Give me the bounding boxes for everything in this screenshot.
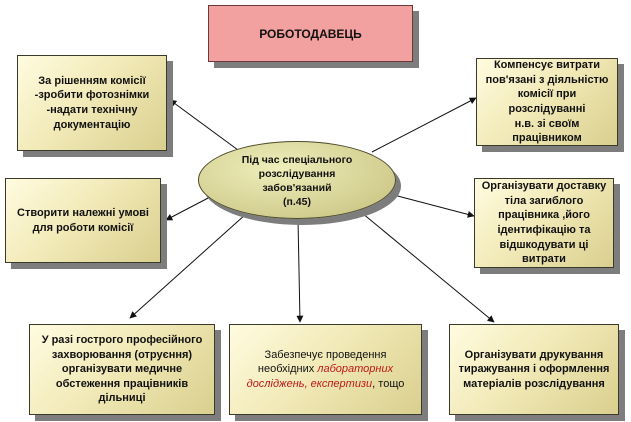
box-line: У разі гострого професійного [41, 334, 203, 347]
box-line: працівника ,його [498, 209, 590, 222]
box-line: ідентифікацію та [497, 224, 591, 236]
box-text-emphasis: , експертизи [304, 377, 373, 390]
box-text: , тощо [372, 377, 405, 390]
box-photo-documentation [17, 55, 167, 151]
box-line: захворювання (отруєння) [51, 348, 193, 361]
box-line: н.в. зі своїм працівником [512, 117, 582, 145]
box-laboratory-research [229, 324, 422, 415]
box-line: Організувати доставку [481, 180, 607, 193]
box-line: матеріалів розслідування [463, 377, 605, 390]
box-line: для роботи комісії [32, 221, 134, 234]
box-line: організувати медичне [61, 363, 183, 376]
box-line: Створити належні умові [17, 206, 149, 219]
ellipse-line: (п.45) [283, 195, 311, 208]
box-line: комісії при розслідуванні [508, 88, 586, 115]
arrow-to-top-left [170, 100, 238, 150]
box-line: -зробити фотознімки [34, 89, 150, 102]
box-line: -надати технічну [46, 104, 138, 116]
ellipse-line: забов'язаний [262, 181, 332, 194]
employer-title [208, 5, 413, 62]
box-compensate-expenses [476, 58, 618, 146]
box-body-delivery [474, 178, 614, 268]
box-line: обстеження працівників [55, 377, 189, 390]
box-line: відшкодувати ці витрати [499, 238, 589, 266]
box-line: Організувати друкування [464, 348, 604, 361]
box-line: тіла загиблого [504, 194, 584, 207]
box-line: тиражування і оформлення [458, 363, 610, 376]
box-line: Компенсує витрати [493, 59, 601, 72]
ellipse-line: Під час спеціального [241, 154, 353, 166]
arrow-to-top-right [372, 98, 476, 152]
box-text: Забезпечує проведення необхідних [257, 348, 387, 376]
box-commission-conditions [5, 178, 161, 263]
arrow-to-mid-right [390, 194, 474, 216]
ellipse-line: розслідування [258, 167, 336, 180]
arrow-to-bottom-mid [298, 219, 300, 322]
box-line: пов'язані з діяльністю [485, 73, 609, 86]
box-text-emphasis: лабораторних досліджень [246, 363, 394, 390]
box-medical-examination [29, 324, 215, 415]
box-printing-materials [449, 324, 619, 415]
employer-title-text: РОБОТОДАВЕЦЬ [259, 26, 362, 41]
arrow-to-mid-left [166, 196, 212, 220]
box-line: дільниці [98, 392, 146, 405]
box-line: За рішенням комісії [38, 74, 146, 87]
central-ellipse [198, 141, 396, 219]
box-line: документацію [53, 118, 131, 131]
